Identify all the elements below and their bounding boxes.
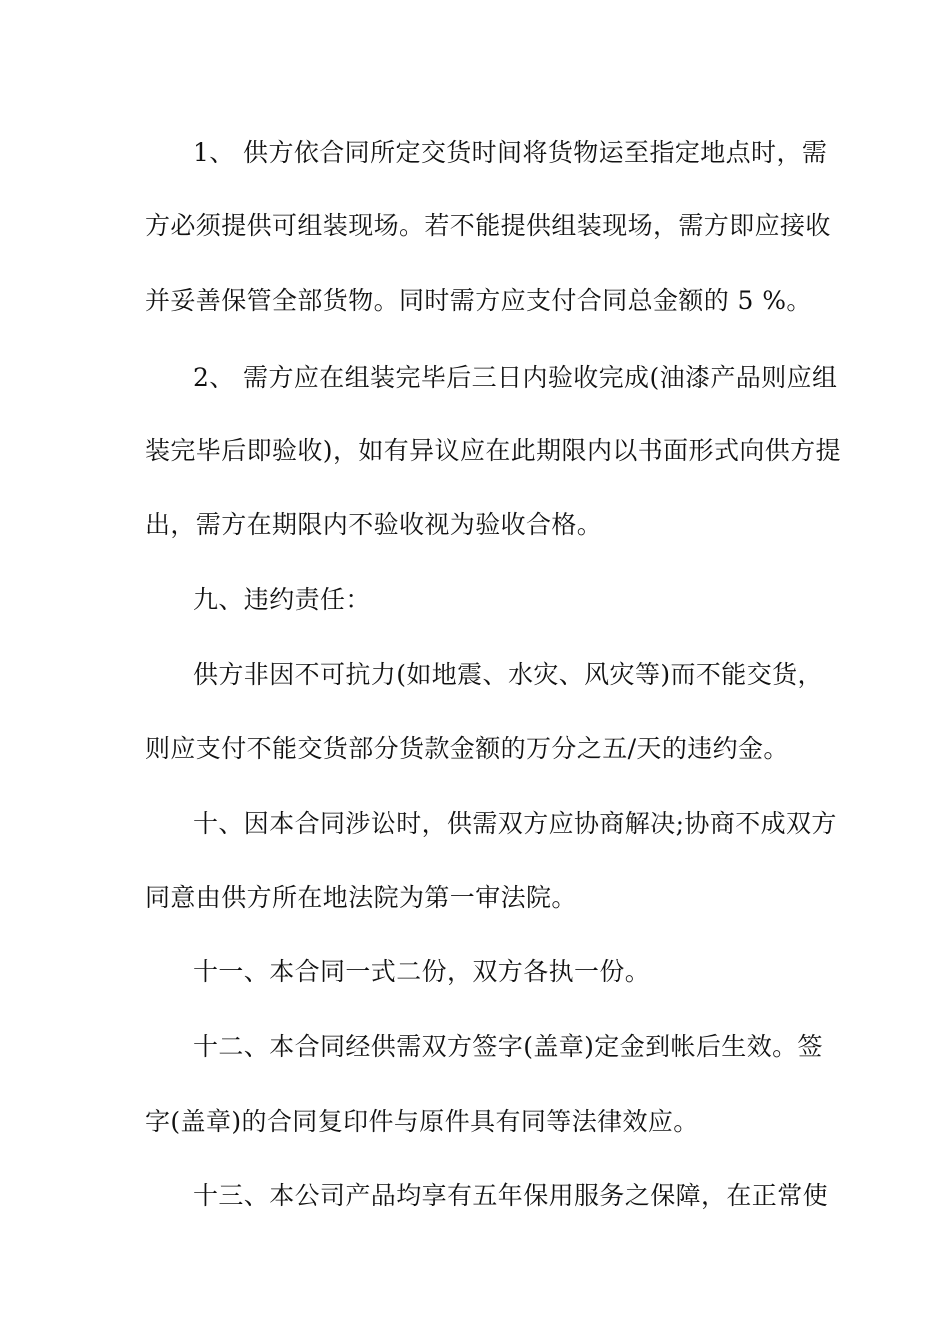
text-line: 供方非因不可抗力(如地震、水灾、风灾等)而不能交货，: [193, 660, 823, 689]
section-heading: 九、违约责任：: [193, 585, 371, 614]
text-line: 2、 需方应在组装完毕后三日内验收完成(油漆产品则应组: [193, 363, 838, 392]
text-line: 十、因本合同涉讼时，供需双方应协商解决;协商不成双方: [193, 809, 837, 838]
text-line: 同意由供方所在地法院为第一审法院。: [145, 883, 577, 912]
text-line: 字(盖章)的合同复印件与原件具有同等法律效应。: [145, 1107, 699, 1136]
text-line: 装完毕后即验收)，如有异议应在此期限内以书面形式向供方提: [145, 436, 841, 465]
text-line: 出，需方在期限内不验收视为验收合格。: [145, 510, 603, 539]
text-line: 1、 供方依合同所定交货时间将货物运至指定地点时，需: [193, 138, 828, 167]
text-line: 方必须提供可组装现场。若不能提供组装现场，需方即应接收: [145, 211, 831, 240]
text-line: 十二、本合同经供需双方签字(盖章)定金到帐后生效。签: [193, 1032, 823, 1061]
text-line: 则应支付不能交货部分货款金额的万分之五/天的违约金。: [145, 734, 789, 763]
text-line: 十一、本合同一式二份，双方各执一份。: [193, 957, 651, 986]
text-line: 并妥善保管全部货物。同时需方应支付合同总金额的 5 %。: [145, 286, 812, 315]
text-line: 十三、本公司产品均享有五年保用服务之保障，在正常使: [193, 1181, 829, 1210]
